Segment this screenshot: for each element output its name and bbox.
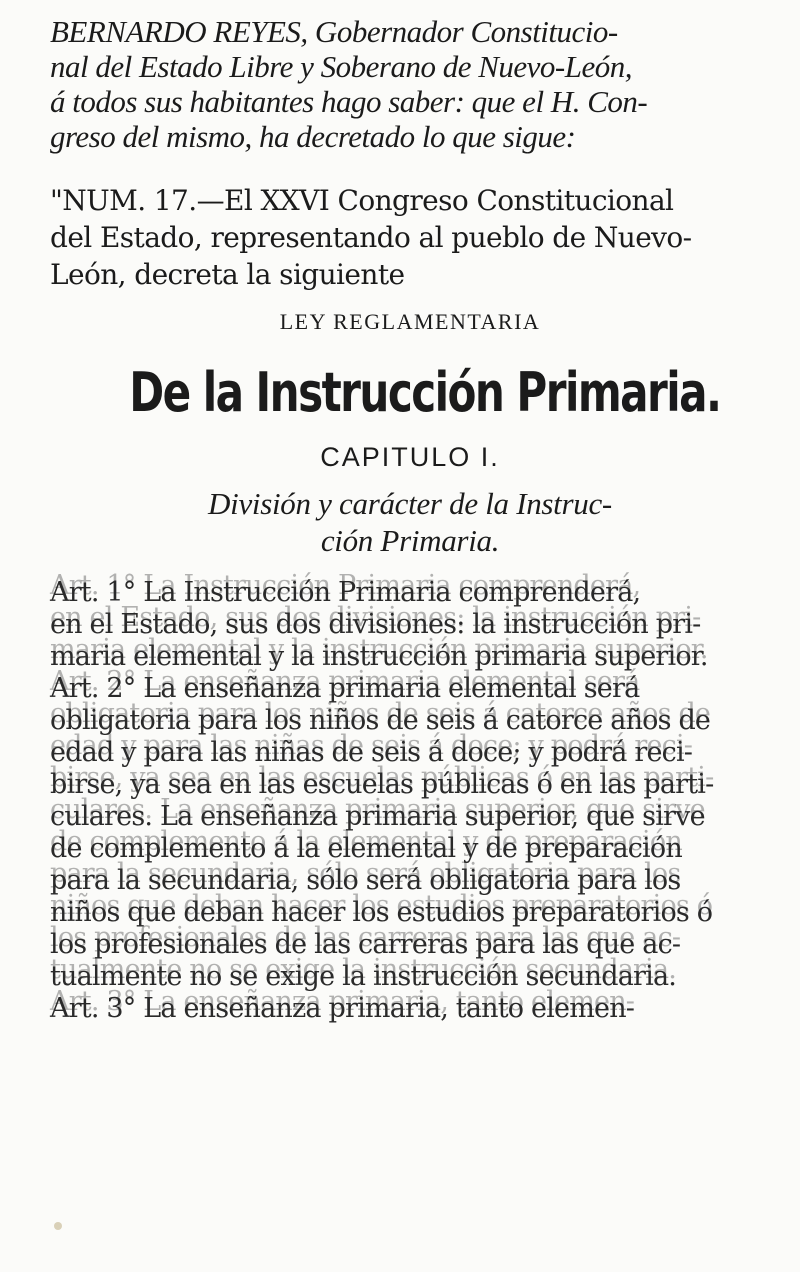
paper-stain (54, 1222, 62, 1230)
article-line: de complemento á la elemental y de preparación (50, 833, 682, 864)
article-line: niños que deban hacer los estudios preparatorios ó (50, 897, 713, 928)
article-line: maria elemental y la instrucción primaria superior. (50, 641, 708, 672)
section-title-line: ción Primaria. (320, 523, 500, 558)
intro-line: BERNARDO REYES, Gobernador Constitucio- (50, 14, 618, 49)
decree-line: del Estado, representando al pueblo de Nuevo- (50, 221, 692, 254)
article-line: obligatoria para los niños de seis á catorce años de (50, 705, 711, 736)
intro-line: á todos sus habitantes hago saber: que el H. Con- (50, 84, 648, 119)
decree-paragraph (50, 182, 770, 293)
article-line: tualmente no se exige la instrucción secundaria. (50, 961, 677, 992)
article-line: los profesionales de las carreras para las que ac- (50, 929, 681, 960)
law-title: De la Instrucción Primaria. (129, 361, 721, 424)
article-line: para la secundaria, sólo será obligatoria para los (50, 865, 681, 896)
article-line: en el Estado, sus dos divisiones: la instrucción pri- (50, 609, 701, 640)
section-title (50, 485, 770, 559)
article-line: birse, ya sea en las escuelas públicas ó en las parti- (50, 769, 714, 800)
ley-heading: LEY REGLAMENTARIA (279, 309, 541, 334)
article-line: Art. 2° La enseñanza primaria elemental será (50, 673, 640, 704)
article-line: culares. La enseñanza primaria superior, que sirve (50, 801, 705, 832)
intro-line: nal del Estado Libre y Soberano de Nuevo-León, (50, 49, 632, 84)
intro-line: greso del mismo, ha decretado lo que sigue: (50, 119, 576, 154)
intro-paragraph (50, 14, 770, 154)
decree-line: "NUM. 17.—El XXVI Congreso Constitucional (50, 184, 674, 217)
section-title-line: División y carácter de la Instruc- (208, 486, 612, 521)
chapter-heading: CAPITULO I. (320, 442, 500, 472)
document-text (50, 14, 770, 1025)
articles-body (50, 577, 770, 1025)
article-line: Art. 3° La enseñanza primaria, tanto elemen- (50, 993, 635, 1024)
article-line: Art. 1° La Instrucción Primaria comprenderá, (50, 577, 641, 608)
decree-line: León, decreta la siguiente (50, 258, 405, 291)
article-line: edad y para las niñas de seis á doce; y podrá reci- (50, 737, 693, 768)
